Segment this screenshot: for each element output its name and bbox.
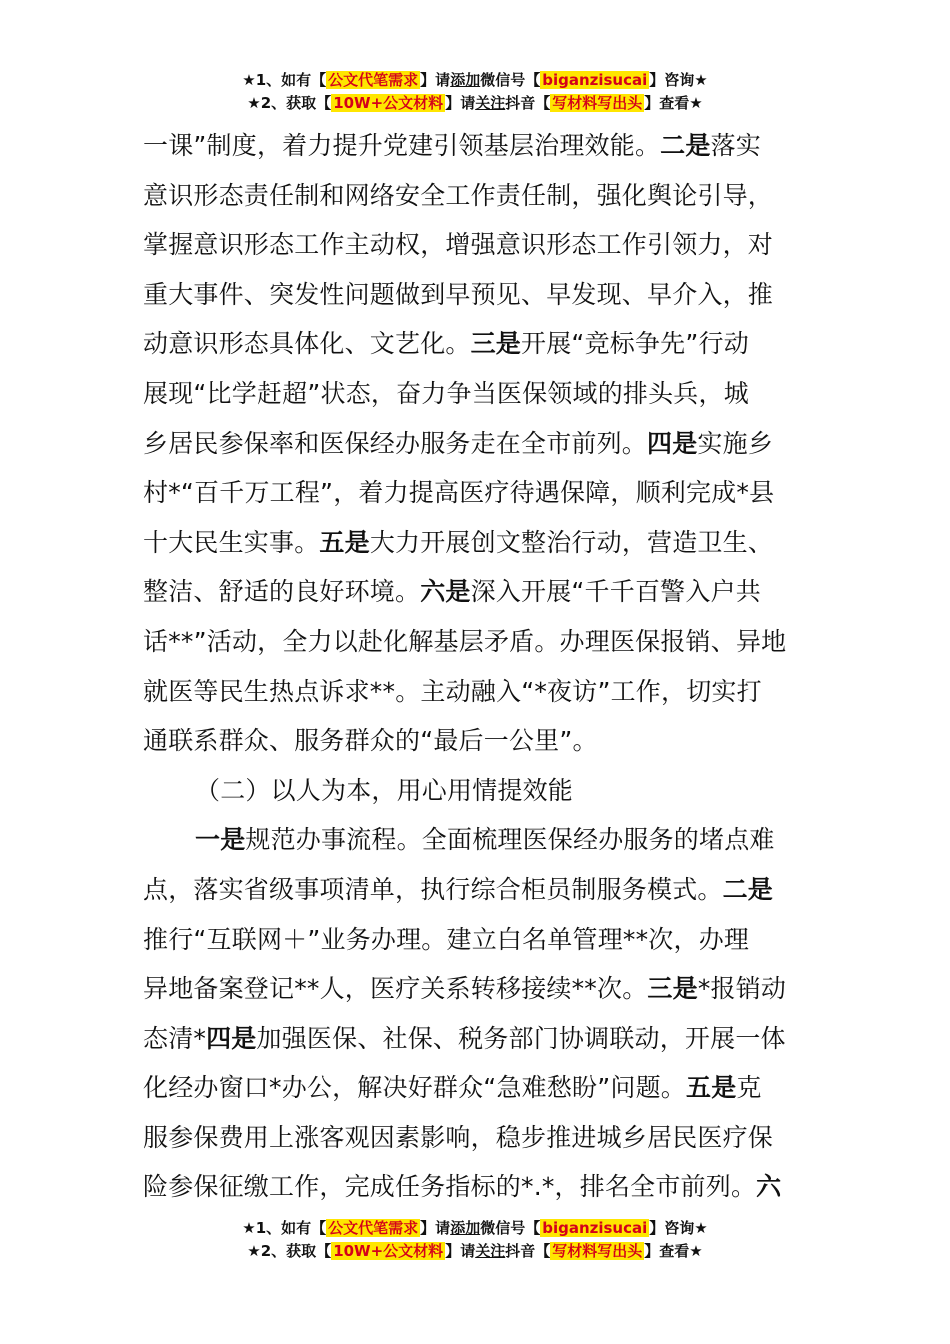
banner-text: 】查看★ <box>644 94 703 112</box>
banner-line-2 <box>0 92 950 115</box>
banner-text: ★1、如有【 <box>242 1219 327 1237</box>
douyin-id-highlight: 写材料写出头 <box>552 1242 643 1260</box>
document-body <box>143 121 805 1212</box>
banner-text: 】咨询★ <box>649 71 708 89</box>
banner-text: ★1、如有【 <box>242 71 327 89</box>
bold-marker: 五是 <box>686 1073 737 1103</box>
banner-underline: 关注 <box>475 94 506 112</box>
text-line: 险参保征缴工作，完成任务指标的*.*，排名全市前列。六 <box>143 1172 782 1202</box>
text-line: 异地备案登记**人，医疗关系转移接续**次。三是*报销动 <box>143 974 787 1004</box>
banner-text: 】查看★ <box>644 1242 703 1260</box>
banner-highlight: 10W+公文材料 <box>333 94 444 112</box>
text-line: 推行“互联网＋”业务办理。建立白名单管理**次，办理 <box>143 924 750 954</box>
banner-text: 】咨询★ <box>649 1219 708 1237</box>
banner-highlight: 10W+公文材料 <box>333 1242 444 1260</box>
bold-marker: 一是 <box>195 825 246 855</box>
text-line: 整洁、舒适的良好环境。六是深入开展“千千百警入户共 <box>143 577 761 607</box>
bold-marker: 四是 <box>206 1023 257 1053</box>
banner-line-2 <box>0 1240 950 1263</box>
text-line: 服参保费用上涨客观因素影响，稳步推进城乡居民医疗保 <box>143 1122 774 1152</box>
text-line: 意识形态责任制和网络安全工作责任制，强化舆论引导， <box>143 180 774 210</box>
banner-text: 】请 <box>445 1242 476 1260</box>
text-line: 村*“百千万工程”，着力提高医疗待遇保障，顺利完成*县 <box>143 478 775 508</box>
bold-marker: 六 <box>756 1172 782 1202</box>
text-line: 一课”制度，着力提升党建引领基层治理效能。二是落实 <box>143 131 761 160</box>
banner-text: ★2、获取【 <box>247 1242 332 1260</box>
text-line: 通联系群众、服务群众的“最后一公里”。 <box>143 726 598 756</box>
text-line: 掌握意识形态工作主动权，增强意识形态工作引领力，对 <box>143 230 774 260</box>
bottom-banner <box>0 1217 950 1263</box>
bold-marker: 四是 <box>647 428 698 458</box>
banner-text: 抖音【 <box>505 1242 551 1260</box>
text-line: 一是规范办事流程。全面梳理医保经办服务的堵点难 <box>195 825 775 855</box>
banner-line-1 <box>0 69 950 92</box>
bold-marker: 三是 <box>470 329 522 359</box>
douyin-id-highlight: 写材料写出头 <box>552 94 643 112</box>
banner-text: 】请 <box>445 94 476 112</box>
text-line: 就医等民生热点诉求**。主动融入“*夜访”工作，切实打 <box>143 676 762 706</box>
bold-marker: 二是 <box>722 874 774 904</box>
text-line: 态清*四是加强医保、社保、税务部门协调联动，开展一体 <box>143 1023 786 1053</box>
text-line: 话**”活动，全力以赴化解基层矛盾。办理医保报销、异地 <box>143 626 787 656</box>
banner-line-1 <box>0 1217 950 1240</box>
text-line: 重大事件、突发性问题做到早预见、早发现、早介入，推 <box>143 279 774 309</box>
section-heading: （二）以人为本，用心用情提效能 <box>195 775 574 805</box>
text-line: 点，落实省级事项清单，执行综合柜员制服务模式。二是 <box>143 874 774 904</box>
banner-text: 】请 <box>420 1219 451 1237</box>
banner-text: 】请 <box>420 71 451 89</box>
banner-text: ★2、获取【 <box>247 94 332 112</box>
bold-marker: 二是 <box>660 131 711 160</box>
top-banner <box>0 69 950 115</box>
banner-underline: 添加 <box>450 1219 481 1237</box>
text-line: 十大民生实事。五是大力开展创文整治行动，营造卫生、 <box>143 527 774 557</box>
text-line: 动意识形态具体化、文艺化。三是开展“竞标争先”行动 <box>143 329 749 359</box>
banner-underline: 添加 <box>450 71 481 89</box>
banner-text: 微信号【 <box>480 1219 541 1237</box>
banner-underline: 关注 <box>475 1242 506 1260</box>
text-line: 展现“比学赶超”状态，奋力争当医保领域的排头兵，城 <box>143 378 749 408</box>
text-line: 乡居民参保率和医保经办服务走在全市前列。四是实施乡 <box>143 428 774 458</box>
banner-highlight: 公文代笔需求 <box>328 1219 419 1237</box>
banner-text: 抖音【 <box>505 94 551 112</box>
bold-marker: 五是 <box>319 527 370 557</box>
text-line: 化经办窗口*办公，解决好群众“急难愁盼”问题。五是克 <box>143 1073 762 1103</box>
bold-marker: 六是 <box>420 577 471 607</box>
wechat-id-highlight: biganzisucai <box>542 1219 648 1237</box>
banner-text: 微信号【 <box>480 71 541 89</box>
wechat-id-highlight: biganzisucai <box>542 71 648 89</box>
banner-highlight: 公文代笔需求 <box>328 71 419 89</box>
bold-marker: 三是 <box>647 974 698 1004</box>
